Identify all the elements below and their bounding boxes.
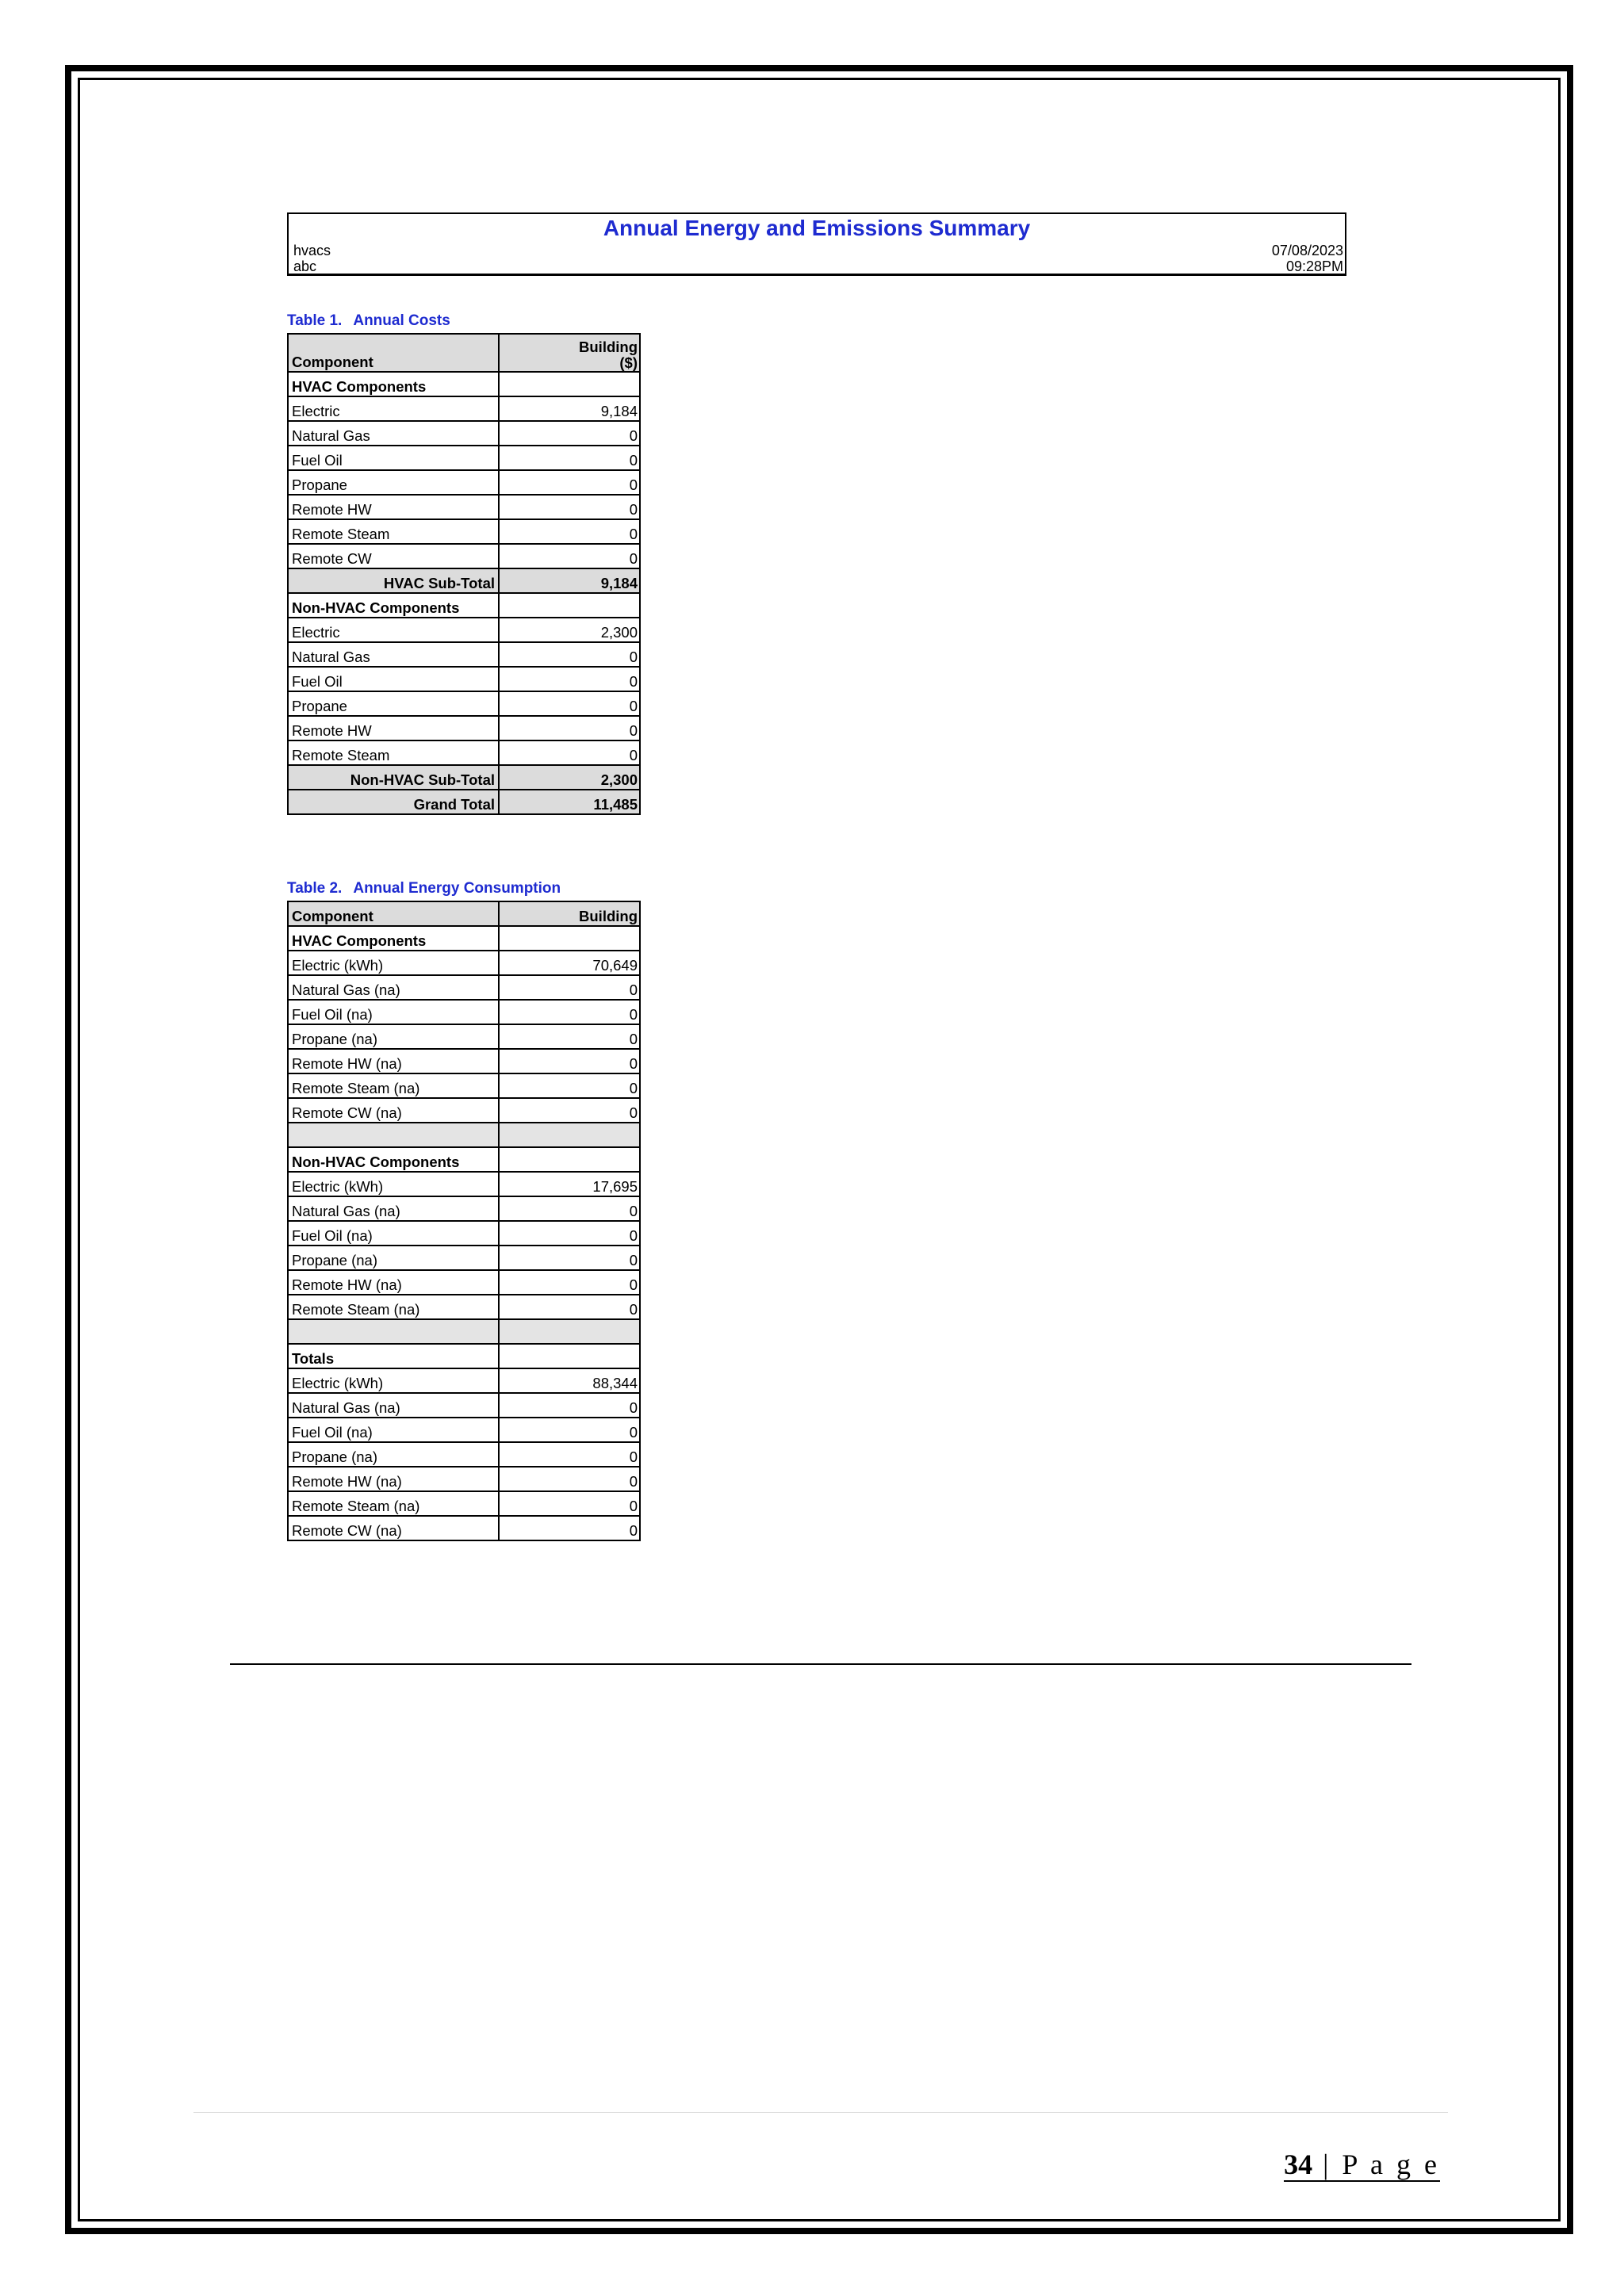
table-row [288, 716, 640, 740]
row-value: 0 [499, 691, 640, 716]
row-value [499, 593, 640, 618]
row-label: Propane (na) [288, 1246, 499, 1270]
row-value [499, 1123, 640, 1147]
row-value: 0 [499, 421, 640, 446]
row-label: Remote CW (na) [288, 1516, 499, 1540]
row-value: 0 [499, 1295, 640, 1319]
row-value: 0 [499, 1516, 640, 1540]
section-header-row [288, 926, 640, 951]
row-label: Remote Steam [288, 519, 499, 544]
row-label: Remote Steam (na) [288, 1295, 499, 1319]
row-value: 0 [499, 1073, 640, 1098]
row-label: Natural Gas [288, 642, 499, 667]
row-label: Propane (na) [288, 1024, 499, 1049]
row-label: Remote Steam (na) [288, 1491, 499, 1516]
row-value: 0 [499, 1196, 640, 1221]
table-row [288, 1295, 640, 1319]
page-number: 34 [1284, 2149, 1313, 2180]
row-label: Electric (kWh) [288, 1172, 499, 1196]
table2-caption [287, 880, 561, 897]
report-time: 09:28PM [1285, 258, 1343, 274]
table-row [288, 1368, 640, 1393]
row-value: 17,695 [499, 1172, 640, 1196]
report-title: Annual Energy and Emissions Summary [603, 216, 1031, 240]
report-header [287, 212, 1346, 276]
row-label: Natural Gas [288, 421, 499, 446]
table-row [288, 1246, 640, 1270]
report-author: abc [293, 258, 317, 274]
section-divider [230, 1663, 1411, 1665]
table-row [288, 421, 640, 446]
table-row [288, 1049, 640, 1073]
row-label: Electric (kWh) [288, 951, 499, 975]
table-row [288, 1098, 640, 1123]
row-label: Electric (kWh) [288, 1368, 499, 1393]
row-label: Natural Gas (na) [288, 1196, 499, 1221]
row-value: 9,184 [499, 568, 640, 593]
table-row [288, 446, 640, 470]
table-row [288, 951, 640, 975]
row-label: Fuel Oil (na) [288, 1000, 499, 1024]
table1-caption-number: Table 1. [287, 312, 343, 329]
row-label [288, 1123, 499, 1147]
row-value [499, 1344, 640, 1368]
row-label: HVAC Components [288, 926, 499, 951]
row-label: Remote HW (na) [288, 1467, 499, 1491]
row-value: 70,649 [499, 951, 640, 975]
table-row [288, 1467, 640, 1491]
row-label: Remote Steam [288, 740, 499, 765]
row-value: 0 [499, 519, 640, 544]
row-label: Fuel Oil (na) [288, 1418, 499, 1442]
row-value: 2,300 [499, 618, 640, 642]
spacer-row [288, 1319, 640, 1344]
row-value [499, 372, 640, 396]
row-label: Remote HW (na) [288, 1049, 499, 1073]
row-label: Non-HVAC Sub-Total [288, 765, 499, 790]
row-value: 0 [499, 716, 640, 740]
table-row [288, 470, 640, 495]
table-header-row [288, 334, 640, 372]
row-label: Remote HW [288, 716, 499, 740]
section-header-row [288, 1147, 640, 1172]
row-value: 0 [499, 1246, 640, 1270]
footer-divider [193, 2112, 1448, 2113]
row-label: HVAC Sub-Total [288, 568, 499, 593]
row-value: 0 [499, 470, 640, 495]
table1-caption [287, 312, 450, 330]
column-header-component: Component [288, 901, 499, 926]
annual-energy-consumption-table [287, 901, 641, 1541]
row-value: 0 [499, 1098, 640, 1123]
row-label: Grand Total [288, 790, 499, 814]
report-project-name: hvacs [293, 243, 331, 258]
row-value: 0 [499, 975, 640, 1000]
table-row [288, 667, 640, 691]
column-header-building-line1: Building [579, 339, 638, 355]
table-row [288, 1270, 640, 1295]
table-header-row [288, 901, 640, 926]
table-row [288, 1172, 640, 1196]
row-value: 0 [499, 1418, 640, 1442]
table2-caption-number: Table 2. [287, 880, 343, 897]
column-header-building [499, 334, 640, 372]
row-label [288, 1319, 499, 1344]
row-label: Fuel Oil (na) [288, 1221, 499, 1246]
row-label: Natural Gas (na) [288, 1393, 499, 1418]
table-row [288, 740, 640, 765]
section-header-row [288, 593, 640, 618]
row-value: 0 [499, 667, 640, 691]
row-label: Propane [288, 470, 499, 495]
table-row [288, 618, 640, 642]
column-header-building: Building [499, 901, 640, 926]
subtotal-row [288, 790, 640, 814]
column-header-component: Component [288, 334, 499, 372]
table-row [288, 1516, 640, 1540]
table1-caption-text: Annual Costs [353, 312, 450, 329]
row-value: 0 [499, 1491, 640, 1516]
row-label: Remote CW [288, 544, 499, 568]
table-row [288, 1418, 640, 1442]
row-value: 9,184 [499, 396, 640, 421]
row-value: 0 [499, 642, 640, 667]
row-label: Remote Steam (na) [288, 1073, 499, 1098]
table-row [288, 1491, 640, 1516]
row-value: 0 [499, 544, 640, 568]
subtotal-row [288, 765, 640, 790]
row-value [499, 926, 640, 951]
row-value: 2,300 [499, 765, 640, 790]
row-value: 11,485 [499, 790, 640, 814]
annual-costs-table [287, 333, 641, 815]
row-label: Fuel Oil [288, 667, 499, 691]
table-row [288, 1024, 640, 1049]
table-row [288, 1073, 640, 1098]
row-value: 0 [499, 740, 640, 765]
row-label: Fuel Oil [288, 446, 499, 470]
row-label: Remote CW (na) [288, 1098, 499, 1123]
table-row [288, 519, 640, 544]
table2-caption-text: Annual Energy Consumption [353, 880, 561, 897]
row-label: HVAC Components [288, 372, 499, 396]
table-row [288, 495, 640, 519]
row-value: 0 [499, 1442, 640, 1467]
table-row [288, 691, 640, 716]
table-row [288, 975, 640, 1000]
section-header-row [288, 372, 640, 396]
row-value [499, 1147, 640, 1172]
row-value: 0 [499, 1024, 640, 1049]
row-value: 0 [499, 1221, 640, 1246]
row-label: Electric [288, 396, 499, 421]
row-value: 0 [499, 1000, 640, 1024]
row-label: Non-HVAC Components [288, 1147, 499, 1172]
row-label: Totals [288, 1344, 499, 1368]
row-label: Natural Gas (na) [288, 975, 499, 1000]
row-value: 0 [499, 1393, 640, 1418]
table-row [288, 396, 640, 421]
row-label: Remote HW [288, 495, 499, 519]
row-value: 88,344 [499, 1368, 640, 1393]
row-value: 0 [499, 446, 640, 470]
page-label: | P a g e [1312, 2149, 1440, 2180]
row-value [499, 1319, 640, 1344]
row-value: 0 [499, 1467, 640, 1491]
table-row [288, 1221, 640, 1246]
row-value: 0 [499, 1049, 640, 1073]
row-label: Propane (na) [288, 1442, 499, 1467]
row-label: Propane [288, 691, 499, 716]
column-header-building-line2: ($) [619, 354, 638, 371]
row-label: Remote HW (na) [288, 1270, 499, 1295]
row-label: Electric [288, 618, 499, 642]
page-number-footer [1284, 2149, 1440, 2182]
section-header-row [288, 1344, 640, 1368]
report-date: 07/08/2023 [1271, 243, 1343, 258]
row-value: 0 [499, 495, 640, 519]
table-row [288, 1000, 640, 1024]
table-row [288, 642, 640, 667]
table-row [288, 1442, 640, 1467]
table-row [288, 1393, 640, 1418]
spacer-row [288, 1123, 640, 1147]
row-value: 0 [499, 1270, 640, 1295]
subtotal-row [288, 568, 640, 593]
row-label: Non-HVAC Components [288, 593, 499, 618]
table-row [288, 1196, 640, 1221]
table-row [288, 544, 640, 568]
